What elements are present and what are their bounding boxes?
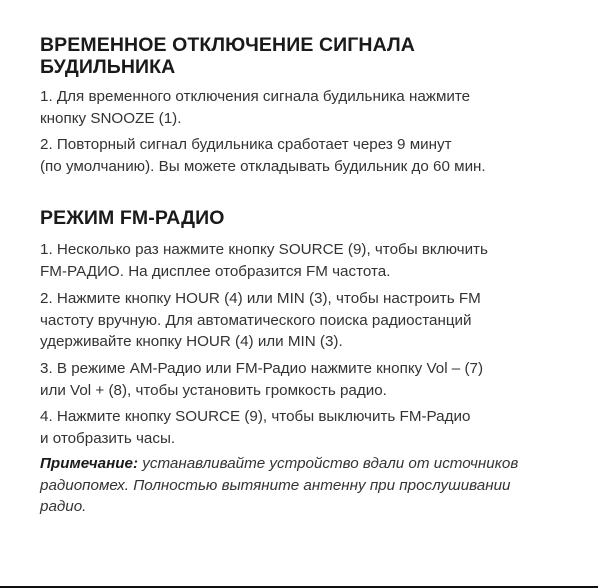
fm-step-2-line2: частоту вручную. Для автоматического поиска радиостанций bbox=[40, 311, 472, 329]
snooze-section-title bbox=[40, 34, 560, 78]
fm-step-4-line2: и отобразить часы. bbox=[40, 429, 176, 447]
snooze-step-2-line2: (по умолчанию). Вы можете откладывать будильник до 60 мин. bbox=[40, 157, 486, 175]
snooze-step-1-line1: 1. Для временного отключения сигнала будильника нажмите bbox=[40, 88, 471, 105]
fm-note bbox=[40, 453, 560, 518]
fm-step-2-line1: 2. Нажмите кнопку HOUR (4) или MIN (3), чтобы настроить FM bbox=[40, 290, 481, 307]
note-line3: радио. bbox=[40, 498, 87, 516]
snooze-step-1 bbox=[40, 86, 560, 129]
note-line2: радиопомех. Полностью вытяните антенну при прослушивании bbox=[40, 476, 511, 494]
fm-step-4-line1: 4. Нажмите кнопку SOURCE (9), чтобы выключить FM-Радио bbox=[40, 408, 471, 425]
fm-step-2 bbox=[40, 288, 560, 353]
fm-step-1 bbox=[40, 239, 560, 282]
fm-step-2-line3: удерживайте кнопку HOUR (4) или MIN (3). bbox=[40, 333, 343, 351]
fm-step-3 bbox=[40, 358, 560, 401]
fm-step-4 bbox=[40, 406, 560, 449]
note-line1: устанавливайте устройство вдали от источников bbox=[138, 455, 519, 472]
fm-step-1-line1: 1. Несколько раз нажмите кнопку SOURCE (9), чтобы включить bbox=[40, 241, 488, 258]
fm-radio-section-title: РЕЖИМ FM-РАДИО bbox=[40, 207, 225, 229]
snooze-title-line2: БУДИЛЬНИКА bbox=[40, 56, 176, 78]
note-label: Примечание: bbox=[40, 455, 139, 472]
snooze-title-line1: ВРЕМЕННОЕ ОТКЛЮЧЕНИЕ СИГНАЛА bbox=[40, 34, 415, 56]
snooze-step-2 bbox=[40, 134, 560, 177]
snooze-step-2-line1: 2. Повторный сигнал будильника сработает через 9 минут bbox=[40, 136, 452, 153]
fm-step-1-line2: FM-РАДИО. На дисплее отобразится FM частота. bbox=[40, 262, 391, 280]
fm-step-3-line1: 3. В режиме АМ-Радио или FM-Радио нажмите кнопку Vol – (7) bbox=[40, 360, 484, 377]
snooze-step-1-line2: кнопку SNOOZE (1). bbox=[40, 109, 182, 127]
fm-step-3-line2: или Vol + (8), чтобы установить громкость радио. bbox=[40, 381, 387, 399]
